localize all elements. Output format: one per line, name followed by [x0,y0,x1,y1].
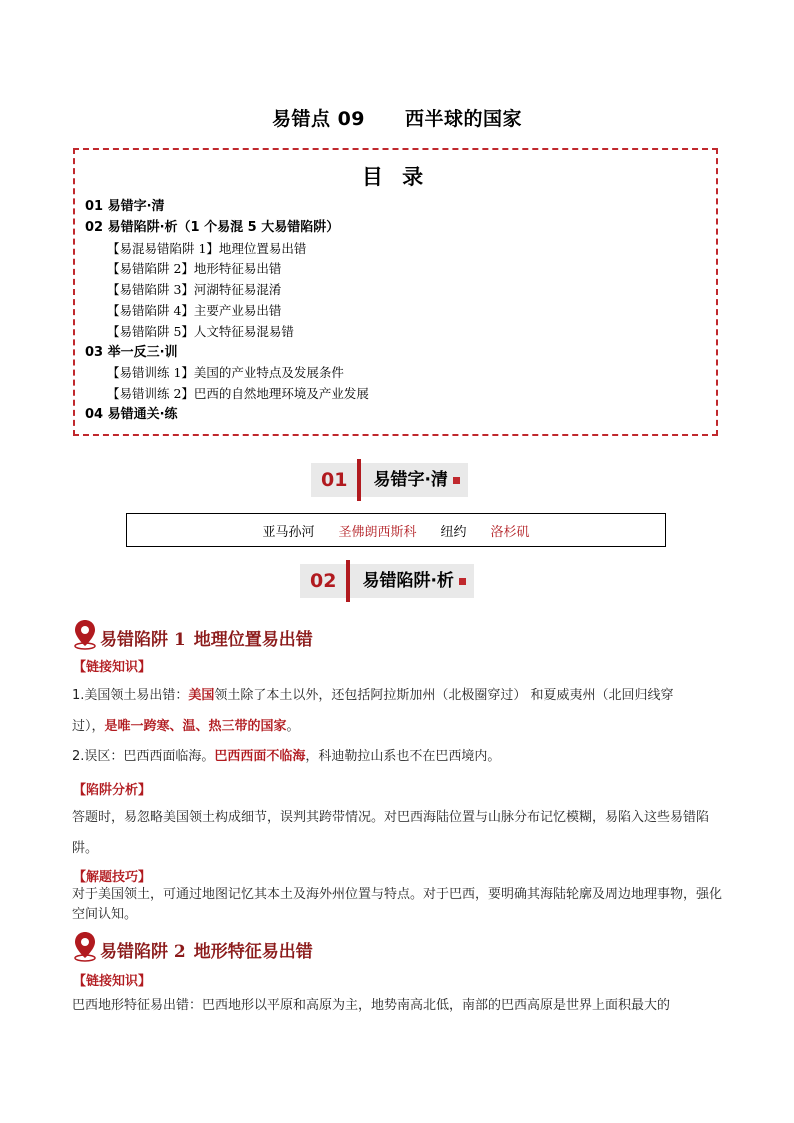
section-banner-02 [300,560,474,602]
toc-heading: 目 录 [361,165,430,189]
section-banner-01 [311,459,468,501]
trap-title-number: 易错陷阱 2 [100,942,186,962]
toc-section-item[interactable]: 03 举一反三·训 [85,344,178,360]
trap-title [100,937,313,962]
highlight-text: 美国 [188,688,215,703]
section-number: 02 [300,564,346,598]
toc-section-item[interactable]: 01 易错字·清 [85,199,165,214]
toc-sub-item[interactable]: 【易错陷阱 2】地形特征易出错 [107,261,282,277]
paragraph-brazil-terrain: 巴西地形特征易出错：巴西地形以平原和高原为主，地势南高北低，南部的巴西高原是世界上面积最大的 [72,998,671,1013]
link-knowledge-tag: 【链接知识】 [73,660,152,675]
section-label-text: 易错字·清 [373,470,448,490]
word-item: 洛杉矶 [490,524,530,540]
toc-sub-item[interactable]: 【易错陷阱 4】主要产业易出错 [107,302,282,318]
highlight-text: 是唯一跨寒、温、热三带的国家 [104,719,287,734]
highlight-text: 巴西西面不临海 [214,749,306,764]
analysis-paragraph: 答题时，易忽略美国领土构成细节，误判其跨带情况。对巴西海陆位置与山脉分布记忆模糊，易陷入这些易错陷阱。 [72,810,710,856]
word-item: 圣佛朗西斯科 [338,524,417,540]
section-label-text: 易错陷阱·析 [362,571,454,591]
toc-sub-item[interactable]: 【易错陷阱 3】河湖特征易混淆 [107,282,282,298]
page-title-right: 西半球的国家 [405,108,523,130]
word-item: 亚马孙河 [262,524,315,540]
trap-title-text: 地形特征易出错 [193,942,313,962]
trap-title [100,625,313,650]
trap-analysis-tag: 【陷阱分析】 [73,783,152,798]
text: 1.美国领土易出错： [72,688,189,703]
trap-title-number: 易错陷阱 1 [100,630,186,650]
square-icon [453,477,460,484]
toc-section-item[interactable]: 02 易错陷阱·析（1 个易混 5 大易错陷阱） [85,219,340,235]
toc-list [85,197,706,426]
toc-sub-item[interactable]: 【易错训练 1】美国的产业特点及发展条件 [107,365,344,381]
section-number: 01 [311,463,357,497]
square-icon [459,578,466,585]
word-item: 纽约 [440,524,467,540]
toc-sub-item[interactable]: 【易错陷阱 5】人文特征易混易错 [107,323,294,339]
text: 领土除了本土以外，还包括阿拉斯加州（北极圈穿过） 和夏威夷州（北回归线穿 [214,688,674,703]
trap-heading-2 [72,930,313,962]
table-of-contents [73,148,718,436]
text: 2.误区：巴西西面临海。 [72,749,215,764]
link-knowledge-tag: 【链接知识】 [73,974,152,989]
page-title [0,104,794,131]
toc-section-item[interactable]: 04 易错通关·练 [85,406,178,422]
word-box [126,513,666,547]
solving-skill-tag: 【解题技巧】 [73,870,152,885]
trap-title-text: 地理位置易出错 [193,630,313,650]
text: 。 [286,719,300,734]
paragraph-us-territory [72,680,722,742]
page-title-left: 易错点 09 [271,108,366,130]
section-label [361,463,467,497]
toc-sub-item[interactable]: 【易混易错陷阱 1】地理位置易出错 [107,240,307,256]
section-label [350,564,473,598]
text: 过）， [72,719,105,734]
text: ，科迪勒拉山系也不在巴西境内。 [305,749,501,764]
paragraph-brazil-misconception [72,741,722,772]
toc-sub-item[interactable]: 【易错训练 2】巴西的自然地理环境及产业发展 [107,386,369,402]
location-pin-icon [72,618,98,650]
skill-paragraph: 对于美国领土，可通过地图记忆其本土及海外州位置与特点。对于巴西，要明确其海陆轮廓及周边地理事物，强化空间认知。 [72,887,723,922]
location-pin-icon [72,930,98,962]
trap-heading-1 [72,618,313,650]
